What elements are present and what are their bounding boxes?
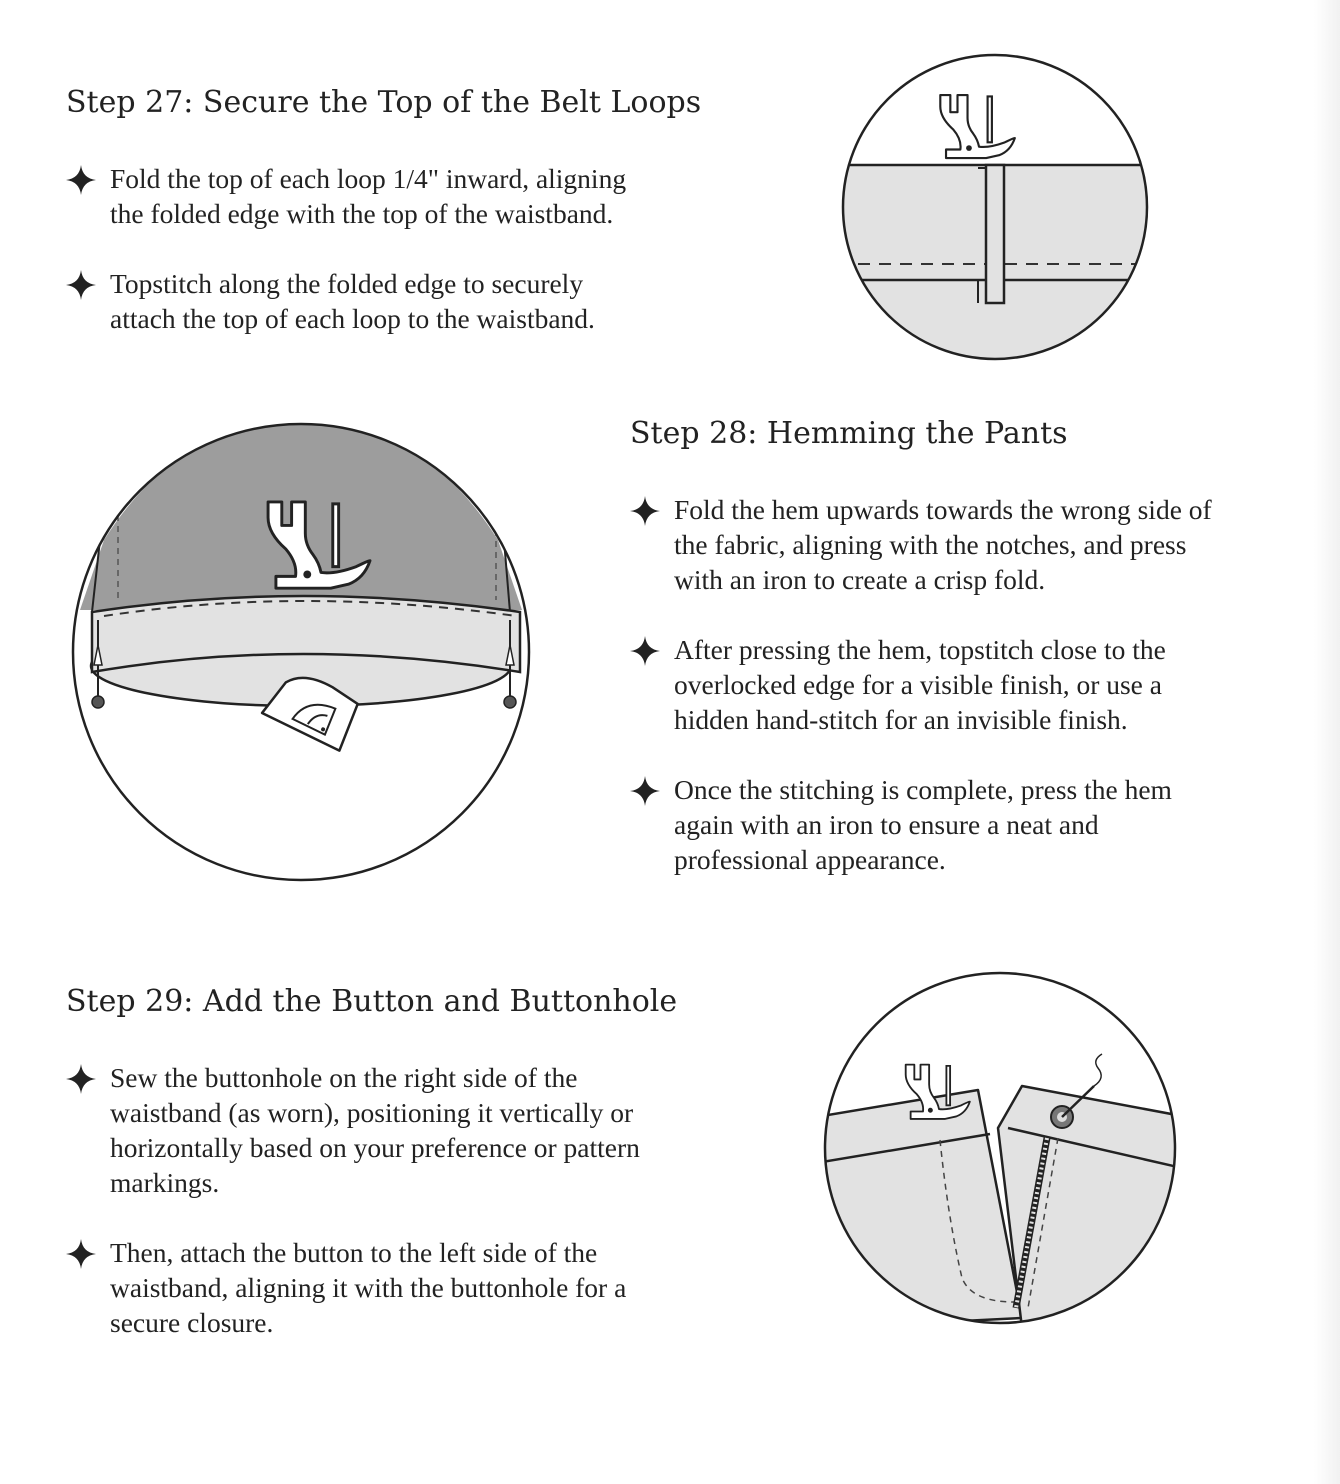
step-28: [630, 414, 1330, 877]
step-29-title: Step 29: Add the Button and Buttonhole: [66, 984, 678, 1019]
four-point-star-icon: [630, 636, 660, 666]
step-29-bullet-1-text: Sew the buttonhole on the right side of the waistband (as worn), positioning it vertically or horizontally based on your preference or pattern markings.: [110, 1062, 640, 1198]
step-29-bullet-1: [66, 1060, 786, 1200]
step-29: [66, 982, 786, 1340]
step-28-bullet-3-text: Once the stitching is complete, press the hem again with an iron to ensure a neat and professional appearance.: [674, 774, 1172, 875]
step-27-title: Step 27: Secure the Top of the Belt Loops: [66, 85, 702, 120]
step-28-bullet-1: [630, 492, 1330, 597]
step-27-bullet-2: [66, 266, 746, 336]
belt-loop-topstitch-diagram: [838, 50, 1152, 364]
step-29-bullets: [66, 1060, 786, 1340]
four-point-star-icon: [66, 1239, 96, 1269]
four-point-star-icon: [630, 776, 660, 806]
step-28-bullet-3: [630, 772, 1330, 877]
step-29-bullet-2-text: Then, attach the button to the left side of the waistband, aligning it with the buttonhole for a secure closure.: [110, 1237, 627, 1338]
step-27: [66, 83, 746, 336]
step-28-bullet-2: [630, 632, 1330, 737]
four-point-star-icon: [630, 496, 660, 526]
step-28-title: Step 28: Hemming the Pants: [630, 416, 1068, 451]
step-28-bullets: [630, 492, 1330, 877]
step-28-bullet-2-text: After pressing the hem, topstitch close to the overlocked edge for a visible finish, or use a hidden hand-stitch for an invisible finish.: [674, 634, 1166, 735]
hem-pressing-diagram: [70, 420, 532, 884]
step-27-bullet-1: [66, 161, 746, 231]
button-buttonhole-diagram: [822, 968, 1182, 1328]
step-29-bullet-2: [66, 1235, 786, 1340]
step-28-bullet-1-text: Fold the hem upwards towards the wrong side of the fabric, aligning with the notches, and press with an iron to create a crisp fold.: [674, 494, 1212, 595]
four-point-star-icon: [66, 165, 96, 195]
four-point-star-icon: [66, 1064, 96, 1094]
step-27-bullet-1-text: Fold the top of each loop 1/4" inward, aligning the folded edge with the top of the waistband.: [110, 163, 627, 229]
step-27-bullet-2-text: Topstitch along the folded edge to securely attach the top of each loop to the waistband.: [110, 268, 595, 334]
step-27-bullets: [66, 161, 746, 336]
four-point-star-icon: [66, 270, 96, 300]
